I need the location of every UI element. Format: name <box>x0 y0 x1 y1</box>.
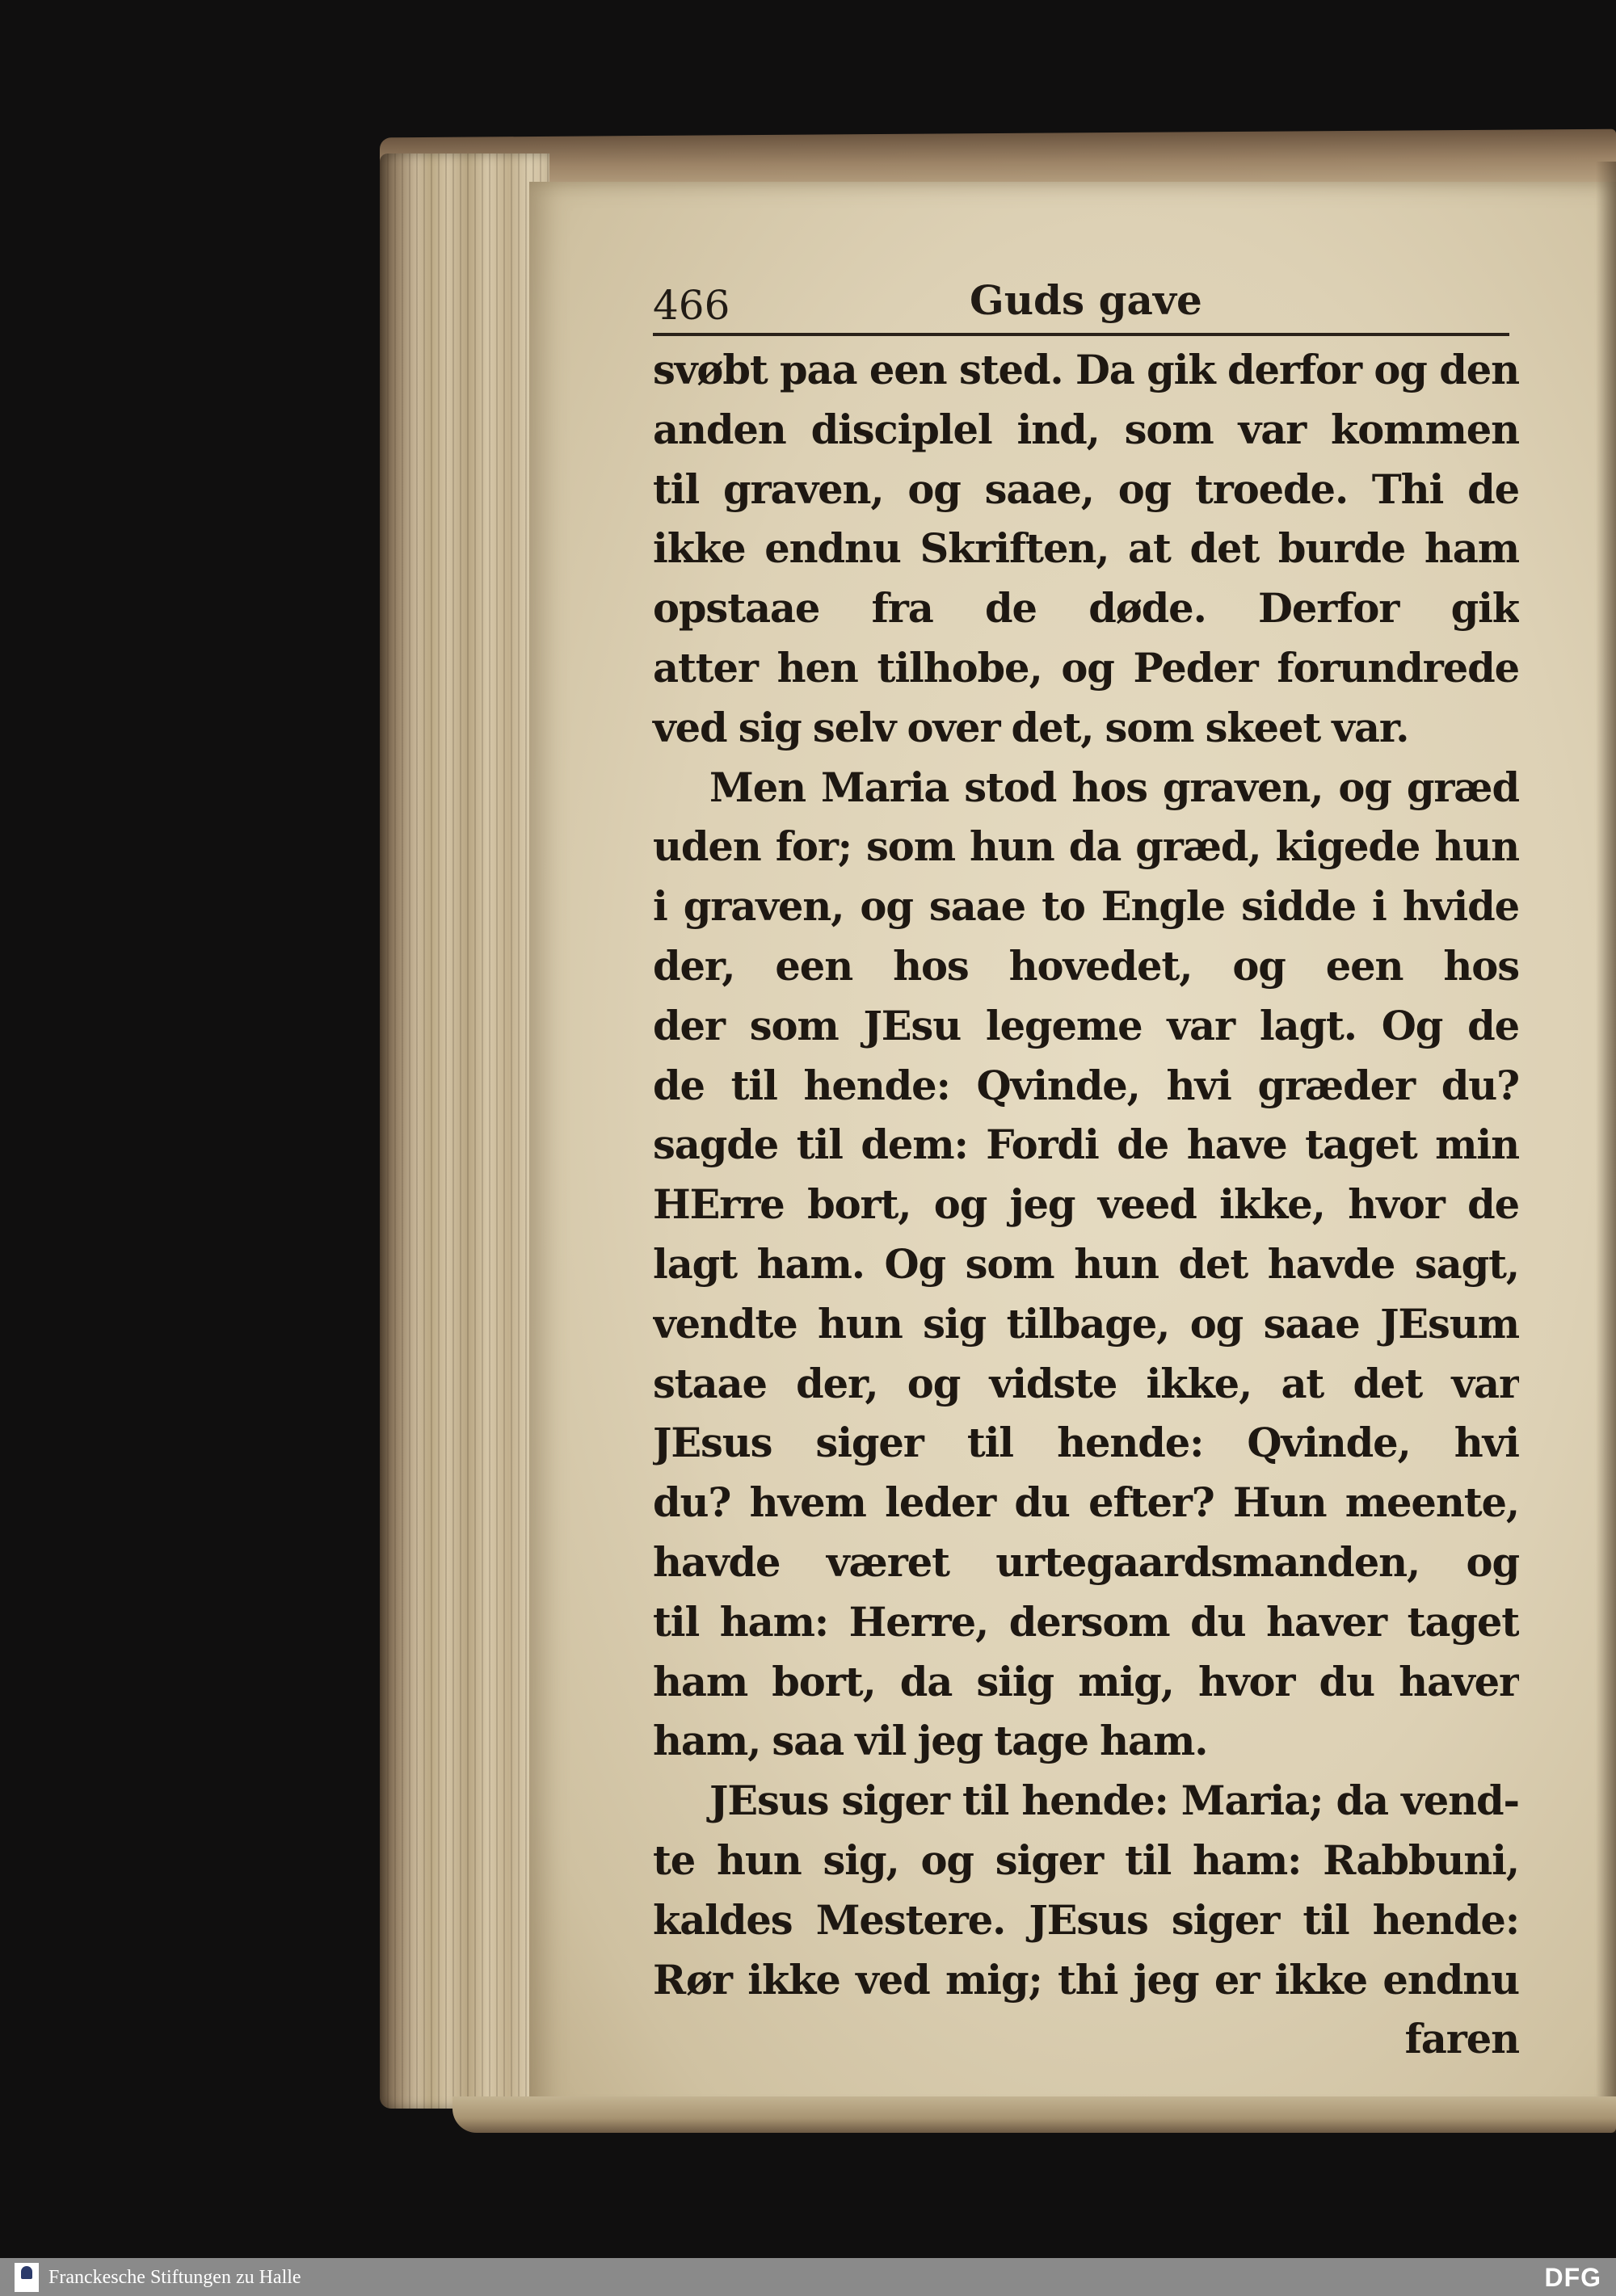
text-line: opstaae fra de døde. Derfor gik <box>653 585 1519 633</box>
text-line: de til hende: Qvinde, hvi græder du? <box>653 1062 1519 1109</box>
book-page-edges <box>380 153 549 2109</box>
text-line: JEsus siger til hende: Qvinde, hvi <box>653 1419 1519 1467</box>
text-line: JEsus siger til hende: Maria; da vend- <box>709 1777 1519 1825</box>
catchword: faren <box>1404 2016 1519 2063</box>
text-line: te hun sig, og siger til ham: Rabbuni, <box>653 1836 1519 1884</box>
institution-label: Franckesche Stiftungen zu Halle <box>48 2267 301 2288</box>
page-gutter-shadow <box>1596 162 1616 2133</box>
page-number: 466 <box>653 282 730 329</box>
text-line: svøbt paa een sted. Da gik derfor og den <box>653 347 1519 393</box>
running-head: Guds gave <box>970 276 1202 324</box>
dfg-logo: DFG <box>1544 2263 1601 2292</box>
header-rule <box>653 333 1509 336</box>
text-line: staae der, og vidste ikke, at det var <box>653 1360 1519 1407</box>
text-line: til graven, og saae, og troede. Thi de <box>653 465 1519 513</box>
logo-mark <box>21 2266 32 2279</box>
text-line: der som JEsu legeme var lagt. Og de <box>653 1002 1519 1049</box>
page-body-text <box>653 341 1519 2070</box>
text-line: anden disciplel ind, som var kommen <box>653 406 1519 453</box>
text-line: HErre bort, og jeg veed ikke, hvor de <box>653 1181 1519 1229</box>
text-line: lagt ham. Og som hun det havde sagt, <box>653 1240 1519 1288</box>
text-line: i graven, og saae to Engle sidde i hvide <box>653 883 1519 931</box>
book-bottom-edge <box>452 2096 1616 2133</box>
text-line: vendte hun sig tilbage, og saae JEsum <box>653 1300 1519 1348</box>
text-line: der, een hos hovedet, og een hos <box>653 942 1519 990</box>
text-line: sagde til dem: Fordi de have taget min <box>653 1121 1519 1169</box>
text-line: Men Maria stod hos graven, og græd <box>709 763 1519 811</box>
text-line: ham bort, da siig mig, hvor du haver <box>653 1658 1519 1705</box>
text-line: uden for; som hun da græd, kigede hun <box>653 823 1519 871</box>
text-line: ved sig selv over det, som skeet var. <box>653 704 1409 751</box>
text-line: atter hen tilhobe, og Peder forundrede <box>653 644 1519 692</box>
institution-logo-icon <box>15 2263 39 2292</box>
text-line: kaldes Mestere. JEsus siger til hende: <box>653 1896 1519 1944</box>
text-line: ikke endnu Skriften, at det burde ham <box>653 525 1519 573</box>
text-line: Rør ikke ved mig; thi jeg er ikke endnu <box>653 1956 1519 2004</box>
text-line: ham, saa vil jeg tage ham. <box>653 1718 1208 1765</box>
text-line: havde været urtegaardsmanden, og <box>653 1538 1519 1586</box>
text-line: til ham: Herre, dersom du haver taget <box>653 1598 1519 1646</box>
text-line: du? hvem leder du efter? Hun meente, <box>653 1479 1519 1527</box>
footer-bar <box>0 2258 1616 2296</box>
